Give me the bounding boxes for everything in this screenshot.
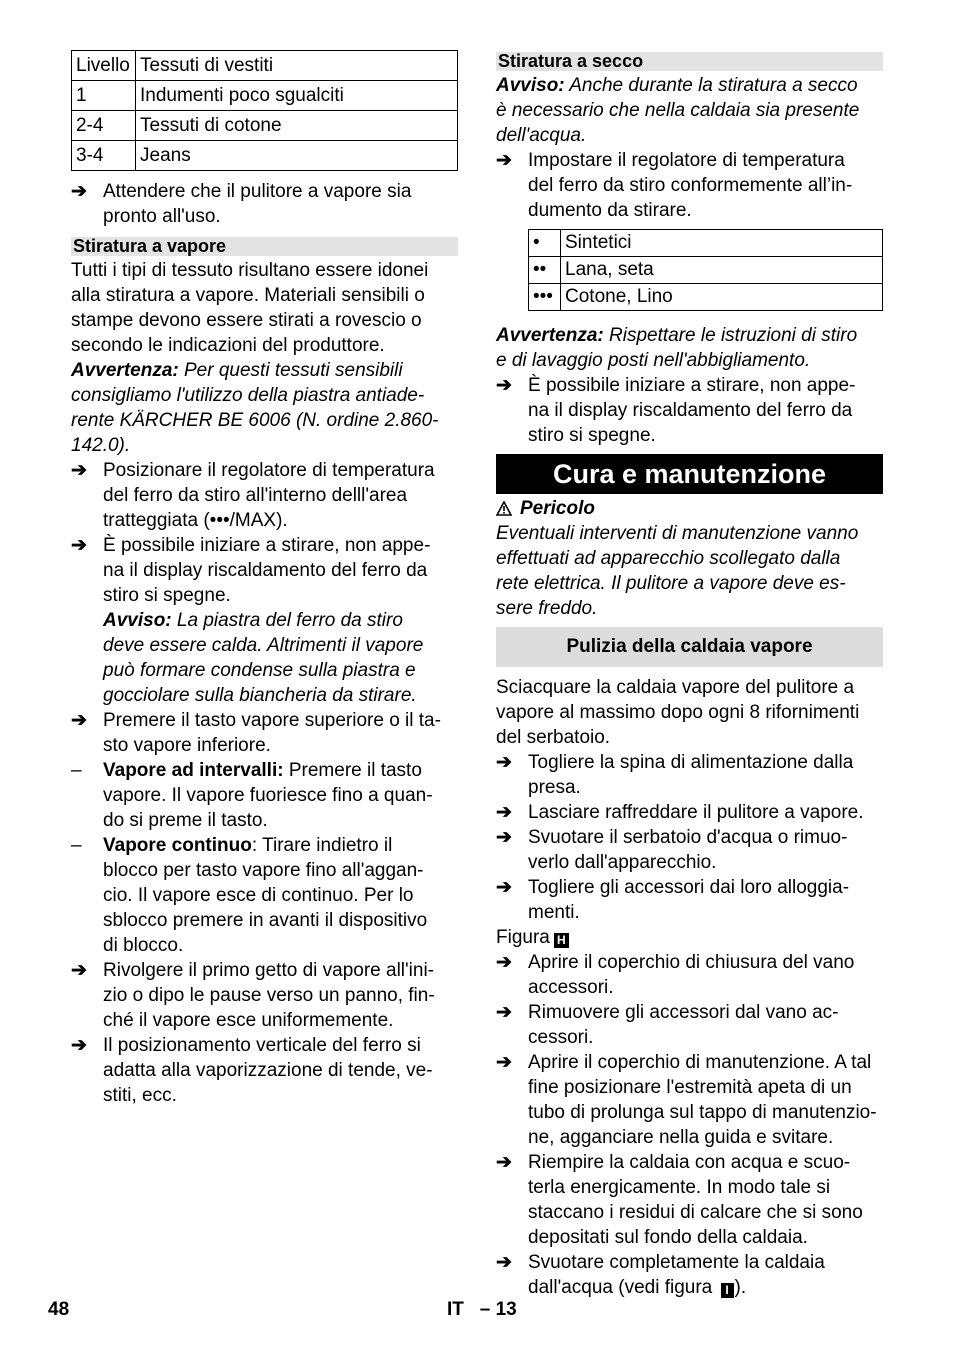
avviso-note [71,608,458,708]
step-item [71,708,458,758]
text-line: cio. Il vapore esce di continuo. Per lo [103,885,414,906]
dash-text: Premere il tasto [283,760,422,781]
text-line: di blocco. [103,935,184,956]
text-line: sere freddo. [496,598,598,619]
text-line: sblocco premere in avanti il dispositivo [103,910,428,931]
step-line: dumento da stirare. [528,200,692,221]
step-line: presa. [528,777,581,798]
dash-marker: – [71,835,82,856]
step-line: Svuotare il serbatoio d'acqua o rimuo- [528,827,848,848]
table-cell: 1 [72,81,136,111]
table-cell: 2-4 [72,111,136,141]
step-text: dall'acqua (vedi figura [528,1277,718,1298]
step-line: del ferro da stiro conformemente all’in- [528,175,853,196]
arrow-icon: ➔ [71,460,87,481]
step-line: depositati sul fondo della caldaia. [528,1227,808,1248]
dash-text: : Tirare indietro il [251,835,393,856]
fabric-level-table [71,50,458,171]
text-line: alla stiratura a vapore. Materiali sensibili o [71,285,425,306]
text-line [496,323,883,348]
step-line: stiro si spegne. [528,425,656,446]
step-item [71,179,458,229]
step-line: Togliere la spina di alimentazione dalla [528,752,854,773]
step-item [71,1033,458,1108]
step-line: tratteggiata (•••/MAX). [103,510,288,531]
step-item [71,958,458,1033]
text-line: gocciolare sulla biancheria da stirare. [103,685,417,706]
table-cell: Sintetici [561,230,883,257]
step-line: Posizionare il regolatore di temperatura [103,460,435,481]
note-label: Avvertenza: [71,360,179,381]
step-line: Rimuovere gli accessori dal vano ac- [528,1002,839,1023]
arrow-icon: ➔ [71,535,87,556]
table-row [529,284,883,311]
figure-label: Figura [496,927,550,948]
step-line: verlo dall'apparecchio. [528,852,717,873]
left-column [71,50,458,1108]
step-line: na il display riscaldamento del ferro da [103,560,428,581]
arrow-icon: ➔ [71,960,87,981]
table-header-row [72,51,458,81]
arrow-icon: ➔ [71,181,87,202]
step-item [496,373,883,448]
table-header-cell: Tessuti di vestiti [136,51,458,81]
step-line: zio o dipo le pause verso un panno, fin- [103,985,435,1006]
step-line: menti. [528,902,580,923]
avviso-text: Anche durante la stiratura a secco [564,75,858,96]
text-line [103,608,458,633]
dash-item [71,758,458,833]
arrow-icon: ➔ [496,802,512,823]
step-item [496,875,883,925]
text-line: secondo le indicazioni del produttore. [71,335,385,356]
step-line: adatta alla vaporizzazione di tende, ve- [103,1060,433,1081]
dash-item [71,833,458,958]
step-item [496,1250,883,1300]
arrow-icon: ➔ [496,827,512,848]
text-line: è necessario che nella caldaia sia presente [496,100,860,121]
step-line: sto vapore inferiore. [103,735,271,756]
step-item [496,1050,883,1150]
danger-text [496,521,883,621]
table-cell: Indumenti poco sgualciti [136,81,458,111]
step-line: Svuotare completamente la caldaia [528,1252,825,1273]
step-line: Premere il tasto vapore superiore o il ta- [103,710,441,731]
right-column [496,52,883,1300]
text-line: Sciacquare la caldaia vapore del pulitore a [496,677,855,698]
step-line [528,1275,883,1300]
step-line: na il display riscaldamento del ferro da [528,400,853,421]
section-heading: Stiratura a vapore [71,237,458,256]
step-line: ché il vapore esce uniformemente. [103,1010,394,1031]
table-cell: Cotone, Lino [561,284,883,311]
avviso-note [496,73,883,148]
text-line: consigliamo l'utilizzo della piastra antiade- [71,385,425,406]
text-line: rente KÄRCHER BE 6006 (N. ordine 2.860- [71,410,439,431]
note-paragraph [71,358,458,458]
text-line: vapore al massimo dopo ogni 8 rifornimenti [496,702,860,723]
arrow-icon: ➔ [71,1035,87,1056]
step-line: fine posizionare l'estremità apeta di un [528,1077,852,1098]
step-line: Togliere gli accessori dai loro alloggia- [528,877,850,898]
language-page-label: IT – 13 [447,1299,517,1320]
arrow-icon: ➔ [496,150,512,171]
step-item [496,1000,883,1050]
text-line [103,758,458,783]
arrow-icon: ➔ [496,1002,512,1023]
table-cell: Jeans [136,141,458,171]
figure-letter-box: I [721,1283,734,1298]
step-item [496,800,883,825]
table-row [72,111,458,141]
text-line [71,358,458,383]
arrow-icon: ➔ [496,952,512,973]
text-line: del serbatoio. [496,727,611,748]
step-line: del ferro da stiro all'interno delll'area [103,485,408,506]
figure-letter-box: H [554,933,569,948]
step-item [496,148,883,223]
text-line: 142.0). [71,435,131,456]
step-line: pronto all'uso. [103,206,221,227]
step-line: Impostare il regolatore di temperatura [528,150,845,171]
step-line: Rivolgere il primo getto di vapore all'ini- [103,960,434,981]
step-line: Il posizionamento verticale del ferro si [103,1035,421,1056]
intro-paragraph [71,258,458,358]
dash-marker: – [71,760,82,781]
chapter-title: Cura e manutenzione [496,454,883,494]
arrow-icon: ➔ [496,1052,512,1073]
step-line: È possibile iniziare a stirare, non appe- [103,535,431,556]
text-line: deve essere calda. Altrimenti il vapore [103,635,424,656]
dots-cell: • [529,230,561,257]
avviso-label: Avviso: [496,75,565,96]
table-row [529,230,883,257]
step-item [71,533,458,608]
step-item [71,458,458,533]
step-item [496,825,883,875]
arrow-icon: ➔ [71,710,87,731]
arrow-icon: ➔ [496,1152,512,1173]
text-line: blocco per tasto vapore fino all'aggan- [103,860,424,881]
step-item [496,950,883,1000]
temperature-dots-table [528,229,883,311]
dots-cell: •• [529,257,561,284]
section-heading: Stiratura a secco [496,52,883,71]
avviso-label: Avviso: [103,610,172,631]
step-line: È possibile iniziare a stirare, non appe- [528,375,856,396]
note-text: Rispettare le istruzioni di stiro [603,325,858,346]
note-paragraph [496,323,883,373]
text-line: vapore. Il vapore fuoriesce fino a quan- [103,785,433,806]
step-line: cessori. [528,1027,594,1048]
text-line: effettuati ad apparecchio scollegato dalla [496,548,841,569]
text-line: rete elettrica. Il pulitore a vapore deve es- [496,573,846,594]
table-header-cell: Livello [72,51,136,81]
arrow-icon: ➔ [496,752,512,773]
step-line: ne, agganciare nella guida e svitare. [528,1127,834,1148]
text-line: e di lavaggio posti nell'abbigliamento. [496,350,811,371]
avviso-text: La piastra del ferro da stiro [171,610,403,631]
warning-triangle-icon [496,501,512,516]
text-line: dell'acqua. [496,125,587,146]
text-line: stampe devono essere stirati a rovescio o [71,310,422,331]
note-label: Avvertenza: [496,325,604,346]
step-line: tubo di prolunga sul tappo di manutenzio- [528,1102,877,1123]
step-line: Lasciare raffreddare il pulitore a vapore. [528,802,864,823]
text-line [496,73,883,98]
temperature-dots-table-wrap [496,229,883,311]
text-line: Eventuali interventi di manutenzione vanno [496,523,859,544]
table-cell: 3-4 [72,141,136,171]
arrow-icon: ➔ [496,877,512,898]
subsection-title: Pulizia della caldaia vapore [496,627,883,667]
table-row [529,257,883,284]
arrow-icon: ➔ [496,1252,512,1273]
step-text: ). [734,1277,747,1298]
dash-label: Vapore continuo [103,835,252,856]
dash-label: Vapore ad intervalli: [103,760,284,781]
table-row [72,81,458,111]
step-line: Aprire il coperchio di manutenzione. A tal [528,1052,872,1073]
table-row [72,141,458,171]
step-line: staccano i residui di calcare che si sono [528,1202,863,1223]
step-line: stiro si spegne. [103,585,231,606]
dots-cell: ••• [529,284,561,311]
step-line: terla energicamente. In modo tale si [528,1177,831,1198]
text-line [103,833,458,858]
text-line: do si preme il tasto. [103,810,268,831]
figure-reference [496,925,883,950]
step-line: Attendere che il pulitore a vapore sia [103,181,412,202]
table-cell: Lana, seta [561,257,883,284]
step-line: Aprire il coperchio di chiusura del vano [528,952,855,973]
step-line: accessori. [528,977,614,998]
danger-label: Pericolo [520,498,595,519]
step-item [496,750,883,800]
step-line: stiti, ecc. [103,1085,177,1106]
text-line: Tutti i tipi di tessuto risultano essere idonei [71,260,429,281]
danger-heading [496,496,883,521]
boiler-intro [496,675,883,750]
page-number: 48 [48,1299,70,1320]
note-text: Per questi tessuti sensibili [178,360,403,381]
text-line: può formare condense sulla piastra e [103,660,416,681]
arrow-icon: ➔ [496,375,512,396]
table-cell: Tessuti di cotone [136,111,458,141]
step-item [496,1150,883,1250]
step-line: Riempire la caldaia con acqua e scuo- [528,1152,851,1173]
